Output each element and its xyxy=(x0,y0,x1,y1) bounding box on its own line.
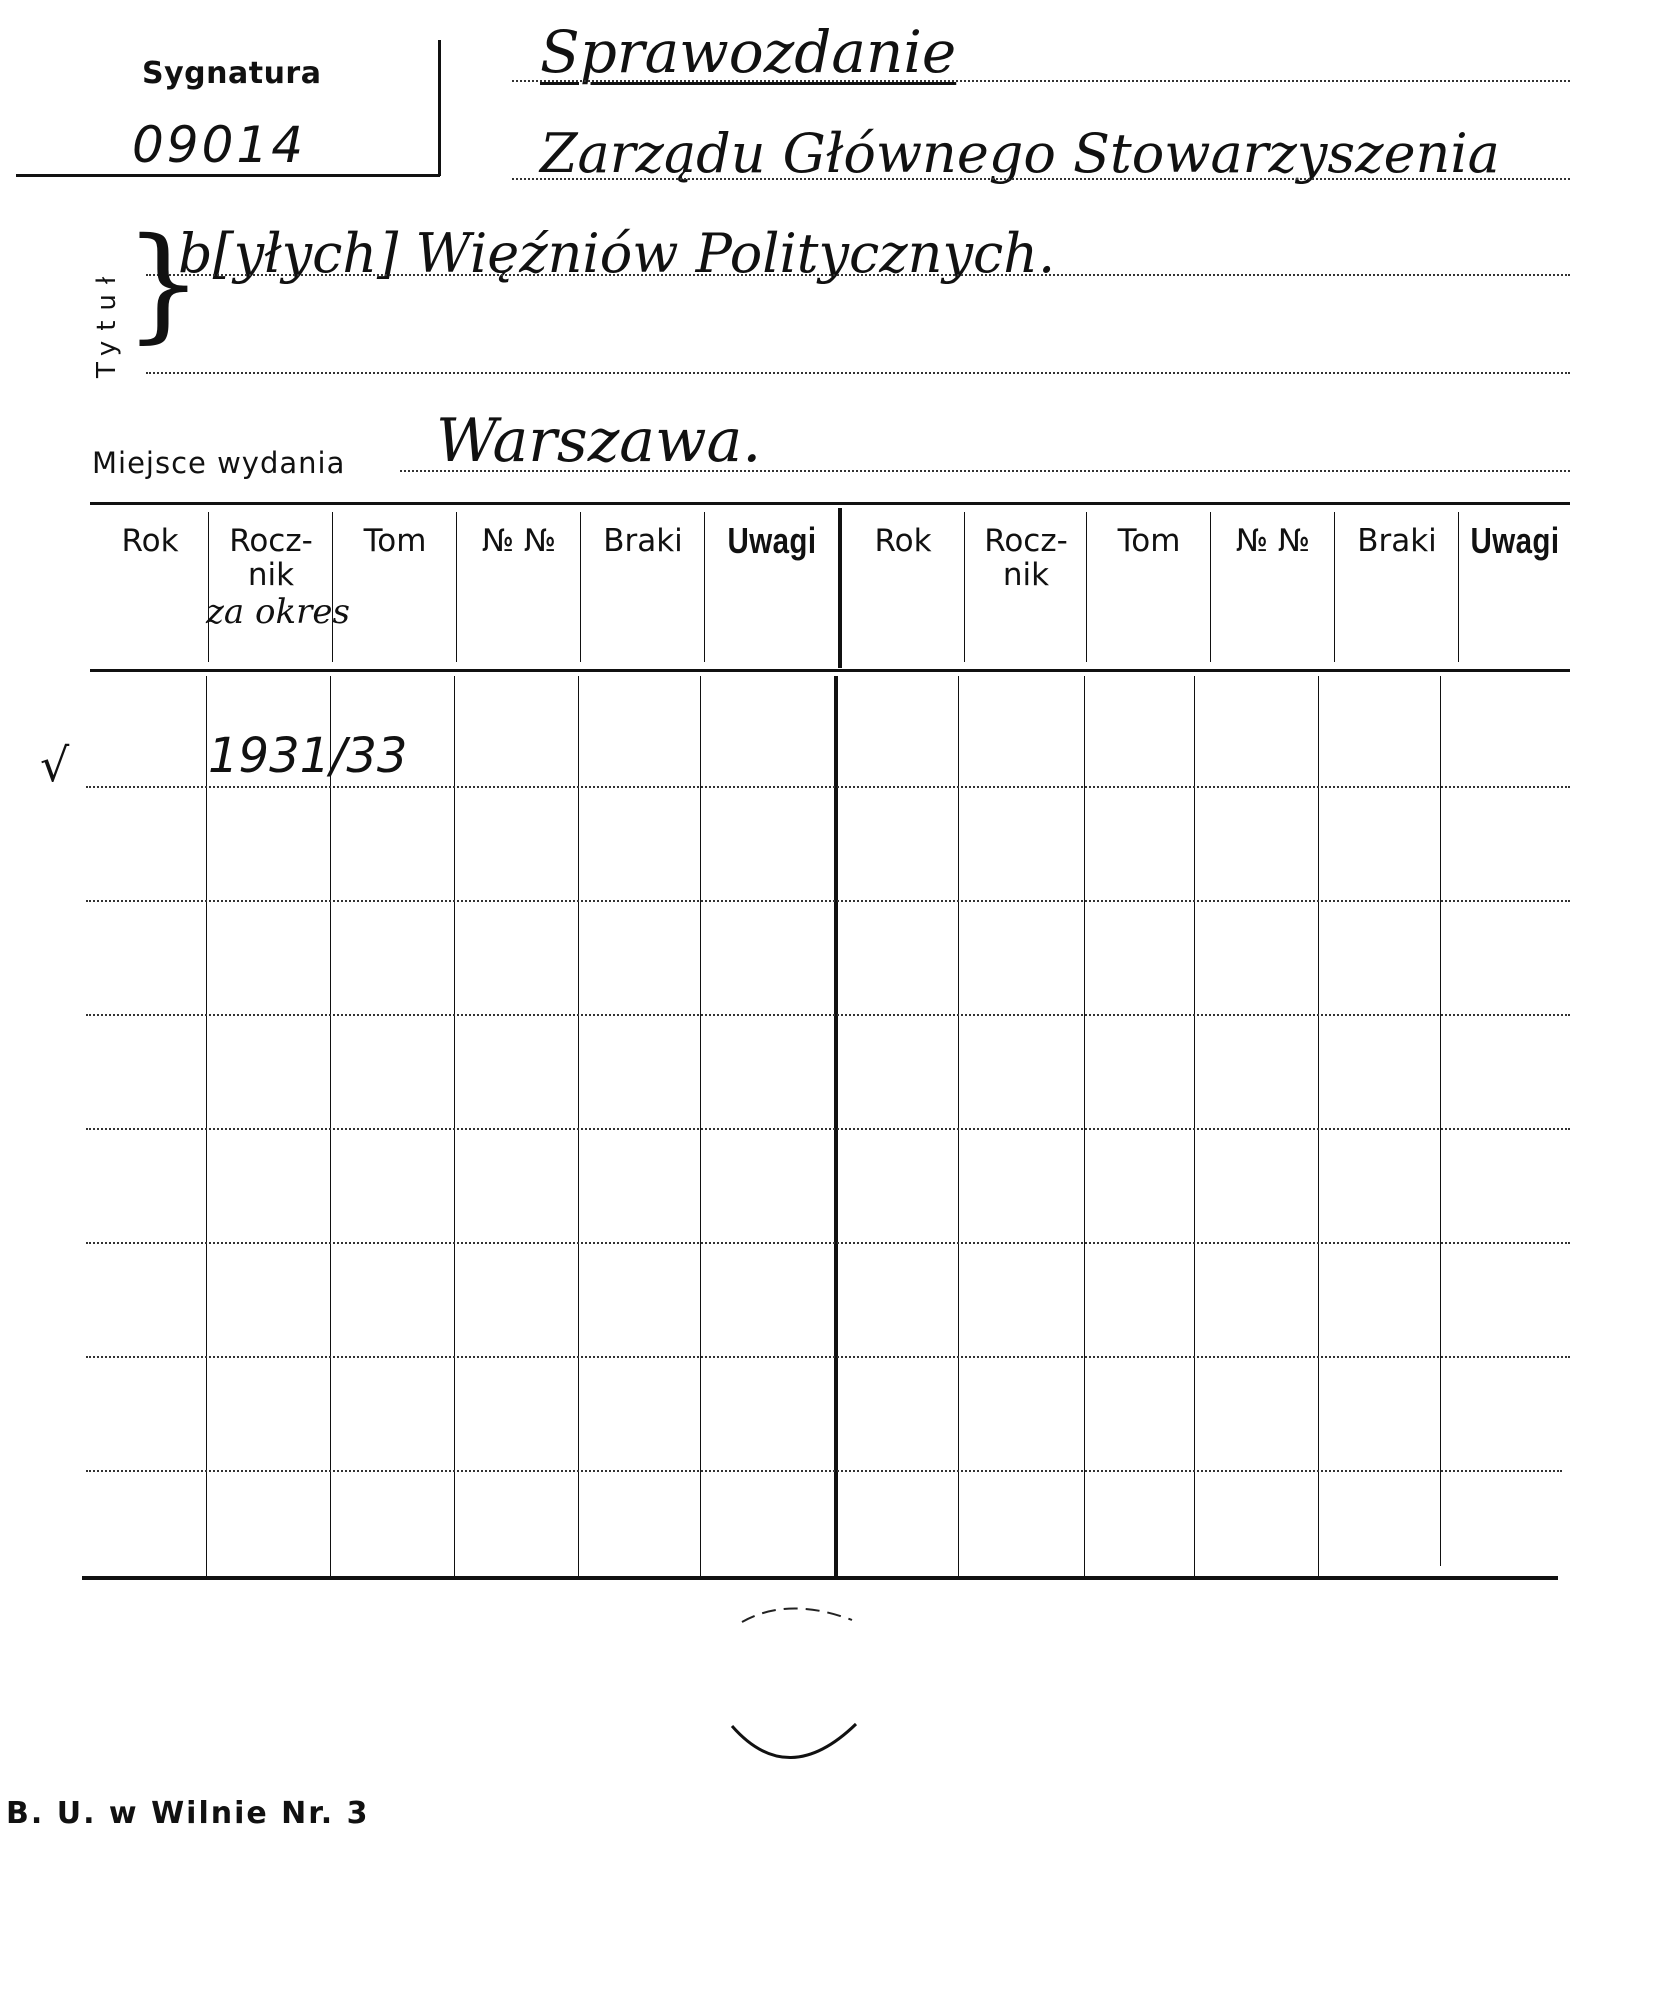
table-top-border xyxy=(90,502,1570,505)
col-sep-body xyxy=(1440,676,1441,1566)
header-rocznik-left-2: nik xyxy=(247,557,295,593)
col-sep-body xyxy=(1318,676,1319,1576)
header-rok-left: Rok xyxy=(121,523,179,559)
title-dotted-line-4 xyxy=(146,372,1570,374)
header-tom-left: Tom xyxy=(363,523,427,559)
col-sep xyxy=(1334,512,1335,662)
col-sep-body xyxy=(578,676,579,1576)
title-dotted-line-2 xyxy=(512,178,1570,180)
place-label: Miejsce wydania xyxy=(92,446,346,480)
signature-value: 09014 xyxy=(132,116,307,174)
header-rocznik-right-1: Rocz- xyxy=(984,523,1068,559)
header-braki-right: Braki xyxy=(1357,523,1437,559)
rocznik-annotation: za okres xyxy=(206,592,350,632)
col-sep xyxy=(1210,512,1211,662)
signature-box-right-border xyxy=(438,40,441,176)
title-line-3: b[yłych] Więźniów Politycznych. xyxy=(178,222,1056,285)
col-sep xyxy=(208,512,209,662)
title-brace: } xyxy=(124,212,203,356)
table-bottom-border xyxy=(82,1576,1558,1580)
header-tom-right: Tom xyxy=(1117,523,1181,559)
header-numery-right: № № xyxy=(1235,523,1311,559)
place-dotted-line xyxy=(400,470,1570,472)
header-numery-left: № № xyxy=(481,523,557,559)
header-rocznik-left-1: Rocz- xyxy=(229,523,313,559)
title-dotted-line-1 xyxy=(512,80,1570,82)
title-field-label: Tytuł xyxy=(92,266,122,378)
col-sep-body xyxy=(1194,676,1195,1576)
binding-hole-bottom-mark xyxy=(728,1720,868,1780)
row-line xyxy=(86,1242,1570,1244)
row-line xyxy=(86,786,1570,788)
entry-rocznik: 1931/33 xyxy=(208,728,408,784)
col-sep xyxy=(332,512,333,662)
table-center-divider-body xyxy=(834,676,838,1576)
header-braki-left: Braki xyxy=(603,523,683,559)
row-line xyxy=(86,1470,1562,1472)
header-rocznik-right-2: nik xyxy=(1002,557,1050,593)
col-sep-body xyxy=(1084,676,1085,1576)
col-sep xyxy=(456,512,457,662)
row-line xyxy=(86,900,1570,902)
header-rok-right: Rok xyxy=(874,523,932,559)
col-sep-body xyxy=(700,676,701,1576)
footer-library-mark: B. U. w Wilnie Nr. 3 xyxy=(6,1796,370,1831)
col-sep-body xyxy=(330,676,331,1576)
col-sep-body xyxy=(454,676,455,1576)
col-sep-body xyxy=(958,676,959,1576)
row-line xyxy=(86,1356,1570,1358)
col-sep xyxy=(580,512,581,662)
place-value: Warszawa. xyxy=(436,406,762,476)
signature-label: Sygnatura xyxy=(142,56,322,91)
title-dotted-line-3 xyxy=(146,274,1570,276)
row-line xyxy=(86,1014,1570,1016)
entry-check-mark: √ xyxy=(40,738,70,792)
col-sep xyxy=(964,512,965,662)
signature-box-bottom-border xyxy=(16,174,440,177)
binding-hole-top-mark xyxy=(738,1594,858,1634)
header-uwagi-left: Uwagi xyxy=(727,520,817,561)
header-uwagi-right: Uwagi xyxy=(1470,520,1560,561)
title-line-1: Sprawozdanie xyxy=(540,18,957,86)
col-sep xyxy=(1458,512,1459,662)
title-line-2: Zarządu Głównego Stowarzyszenia xyxy=(540,122,1500,185)
row-line xyxy=(86,1128,1570,1130)
col-sep xyxy=(704,512,705,662)
table-header-bottom-border xyxy=(90,669,1570,672)
col-sep-body xyxy=(206,676,207,1576)
col-sep xyxy=(1086,512,1087,662)
